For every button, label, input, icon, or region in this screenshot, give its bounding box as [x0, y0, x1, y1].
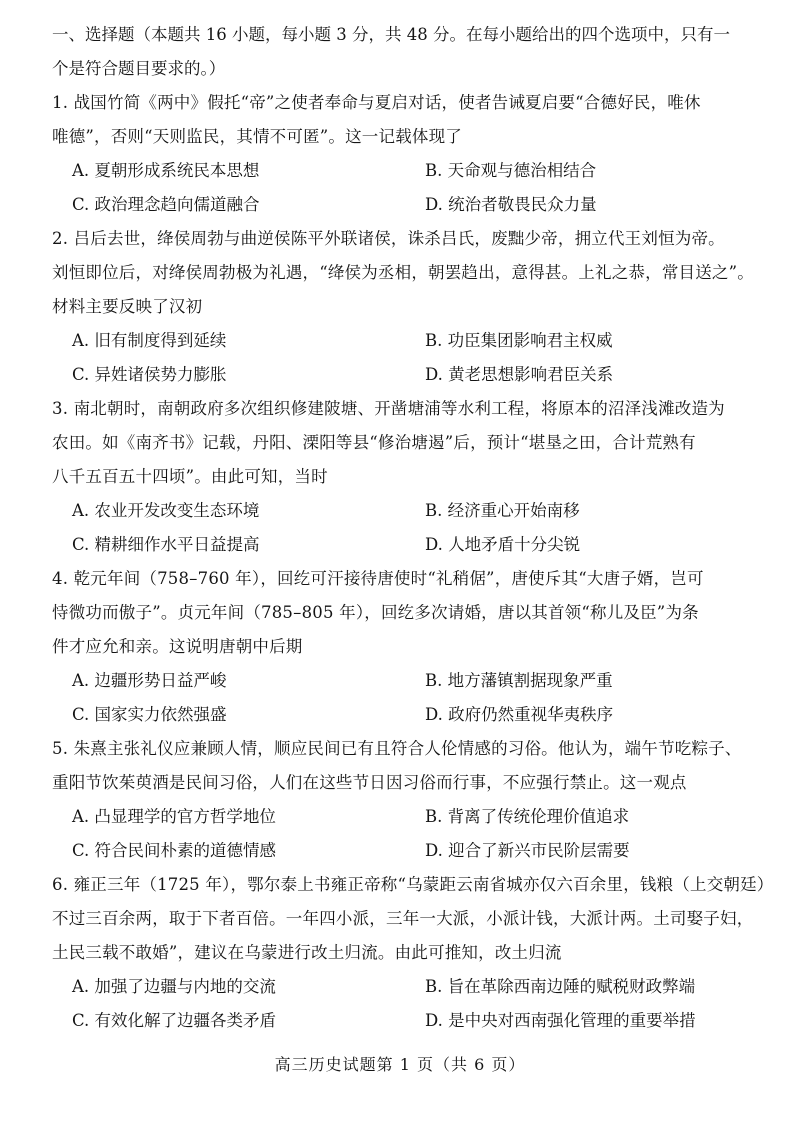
- question-6-option-d: D. 是中央对西南强化管理的重要举措: [425, 1011, 696, 1030]
- question-1-option-b: B. 天命观与德治相结合: [425, 161, 597, 180]
- question-3-option-c: C. 精耕细作水平日益提高: [72, 535, 260, 554]
- question-5-stem-line-2: 重阳节饮茱萸酒是民间习俗，人们在这些节日因习俗而行事，不应强行禁止。这一观点: [52, 773, 687, 792]
- question-5-option-d: D. 迎合了新兴市民阶层需要: [425, 841, 630, 860]
- question-6-stem-line-1: 6. 雍正三年（1725 年），鄂尔泰上书雍正帝称“乌蒙距云南省城亦仅六百余里，钱粮（上交朝廷）: [52, 875, 774, 894]
- question-4-options: [72, 664, 764, 732]
- exam-page: [52, 18, 774, 1038]
- question-3: [52, 392, 764, 562]
- question-6-option-c: C. 有效化解了边疆各类矛盾: [72, 1011, 277, 1030]
- question-1-option-c: C. 政治理念趋向儒道融合: [72, 195, 260, 214]
- question-2-option-d: D. 黄老思想影响君臣关系: [425, 365, 614, 384]
- question-2-option-c: C. 异姓诸侯势力膨胀: [72, 365, 227, 384]
- question-6: [52, 868, 774, 1038]
- question-5-options: [72, 800, 764, 868]
- question-3-stem-line-2: 农田。如《南齐书》记载，丹阳、溧阳等县“修治塘遏”后，预计“堪垦之田，合计荒熟有: [52, 433, 696, 452]
- question-3-option-d: D. 人地矛盾十分尖锐: [425, 535, 581, 554]
- question-1-options: [72, 154, 764, 222]
- page-footer: 高三历史试题第 1 页（共 6 页）: [274, 1055, 526, 1074]
- question-3-option-b: B. 经济重心开始南移: [425, 501, 580, 520]
- question-2-stem-line-1: 2. 吕后去世，绛侯周勃与曲逆侯陈平外联诸侯，诛杀吕氏，废黜少帝，拥立代王刘恒为帝。: [52, 229, 725, 248]
- question-4-stem-line-3: 件才应允和亲。这说明唐朝中后期: [52, 637, 303, 656]
- question-6-option-b: B. 旨在革除西南边陲的赋税财政弊端: [425, 977, 696, 996]
- question-3-stem-line-3: 八千五百五十四顷”。由此可知，当时: [52, 467, 328, 486]
- question-4-option-a: A. 边疆形势日益严峻: [72, 671, 227, 690]
- question-1-stem-line-1: 1. 战国竹简《两中》假托“帝”之使者奉命与夏启对话，使者告诫夏启要“合德好民，唯休: [52, 93, 701, 112]
- question-1-option-a: A. 夏朝形成系统民本思想: [72, 161, 260, 180]
- question-4-stem-line-2: 恃微功而傲子”。贞元年间（785–805 年），回纥多次请婚，唐以其首领“称儿及臣”为条: [52, 603, 699, 622]
- question-2-stem-line-2: 刘恒即位后，对绛侯周勃极为礼遇，“绛侯为丞相，朝罢趋出，意得甚。上礼之恭，常目送之”。: [52, 263, 754, 282]
- question-6-options: [72, 970, 764, 1038]
- question-2-option-b: B. 功臣集团影响君主权威: [425, 331, 613, 350]
- question-2-options: [72, 324, 764, 392]
- question-1-stem-line-2: 唯德”，否则“天则监民，其情不可匿”。这一记载体现了: [52, 127, 463, 146]
- question-5-option-c: C. 符合民间朴素的道德情感: [72, 841, 277, 860]
- section-heading-line-2: 个是符合题目要求的。）: [52, 59, 226, 78]
- question-3-options: [72, 494, 764, 562]
- question-2-stem-line-3: 材料主要反映了汉初: [52, 297, 203, 316]
- question-5-stem-line-1: 5. 朱熹主张礼仪应兼顾人情，顺应民间已有且符合人伦情感的习俗。他认为，端午节吃粽子、: [52, 739, 742, 758]
- question-1-option-d: D. 统治者敬畏民众力量: [425, 195, 597, 214]
- question-6-stem-line-2: 不过三百余两，取于下者百倍。一年四小派，三年一大派，小派计钱，大派计两。土司娶子妇，: [52, 909, 754, 928]
- question-4-option-b: B. 地方藩镇割据现象严重: [425, 671, 613, 690]
- question-6-option-a: A. 加强了边疆与内地的交流: [72, 977, 276, 996]
- question-5-option-b: B. 背离了传统伦理价值追求: [425, 807, 630, 826]
- question-4-option-c: C. 国家实力依然强盛: [72, 705, 227, 724]
- question-5: [52, 732, 764, 868]
- question-4-option-d: D. 政府仍然重视华夷秩序: [425, 705, 614, 724]
- question-1: [52, 86, 764, 222]
- question-4-stem-line-1: 4. 乾元年间（758–760 年），回纥可汗接待唐使时“礼稍倨”，唐使斥其“大唐子婿，岂可: [52, 569, 704, 588]
- question-5-option-a: A. 凸显理学的官方哲学地位: [72, 807, 276, 826]
- section-heading-line-1: 一、选择题（本题共 16 小题，每小题 3 分，共 48 分。在每小题给出的四个选项中，只有一: [52, 25, 730, 44]
- question-2: [52, 222, 764, 392]
- question-3-option-a: A. 农业开发改变生态环境: [72, 501, 260, 520]
- question-3-stem-line-1: 3. 南北朝时，南朝政府多次组织修建陂塘、开凿塘浦等水利工程，将原本的沼泽浅滩改造为: [52, 399, 725, 418]
- question-2-option-a: A. 旧有制度得到延续: [72, 331, 227, 350]
- question-4: [52, 562, 764, 732]
- question-6-stem-line-3: 土民三载不敢婚”，建议在乌蒙进行改土归流。由此可推知，改土归流: [52, 943, 562, 962]
